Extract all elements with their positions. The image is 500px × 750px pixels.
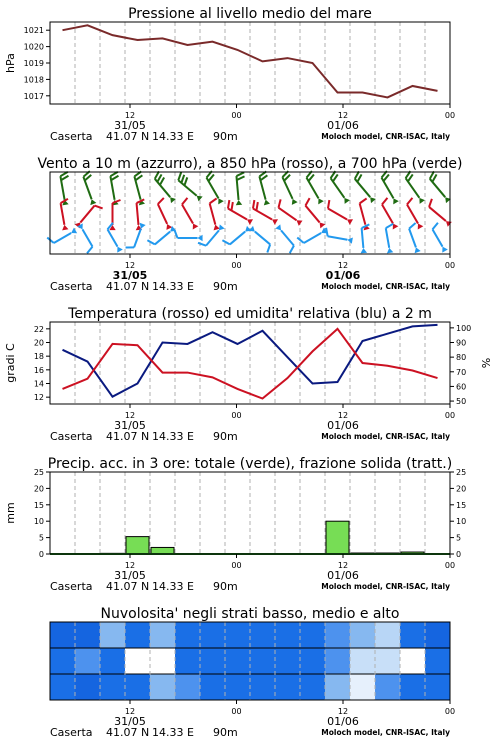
y-tick-label: 16 xyxy=(33,365,44,375)
wind-barb-700hPa xyxy=(155,171,176,203)
y-tick-label: 1020 xyxy=(23,42,44,52)
wind-barb-10m xyxy=(108,223,123,253)
y-axis-label: gradi C xyxy=(4,343,17,383)
y-axis-label: hPa xyxy=(4,53,17,73)
x-tick-label: 00 xyxy=(444,411,456,420)
y-tick-label: 80 xyxy=(456,353,467,363)
chart-title: Nuvolosita' negli strati basso, medio e alto xyxy=(100,606,400,622)
x-tick-label: 12 xyxy=(124,111,136,120)
model-credit: Moloch model, CNR-ISAC, Italy xyxy=(321,432,450,441)
y-tick-label: 10 xyxy=(33,517,44,527)
cloud-cell xyxy=(325,622,351,649)
x-tick-label: 12 xyxy=(124,261,136,270)
date-label: 31/05 xyxy=(112,269,148,282)
y-tick-label: 20 xyxy=(33,484,44,494)
cloud-cell xyxy=(350,648,376,675)
wind-barb-850hPa xyxy=(158,198,172,230)
x-tick-label: 00 xyxy=(444,561,456,570)
cloud-cell xyxy=(375,674,401,701)
chart-title: Pressione al livello medio del mare xyxy=(128,6,372,22)
cloud-cell xyxy=(375,622,401,649)
model-credit: Moloch model, CNR-ISAC, Italy xyxy=(321,582,450,591)
chart-title: Vento a 10 m (azzurro), a 850 hPa (rosso), a 700 hPa (verde) xyxy=(37,156,463,172)
y-tick-label: 15 xyxy=(33,500,44,510)
cloud-cell xyxy=(275,622,301,649)
cloud-cell xyxy=(150,622,176,649)
precip-bar xyxy=(326,521,349,554)
cloud-cell xyxy=(300,622,326,649)
wind-barb-850hPa xyxy=(429,199,452,227)
x-tick-label: 00 xyxy=(444,261,456,270)
x-tick-label: 00 xyxy=(444,111,456,120)
wind-barb-850hPa xyxy=(328,200,353,225)
y-tick-label: 25 xyxy=(456,468,467,477)
wind-barb-10m xyxy=(249,226,270,253)
station-lat: 41.07 N xyxy=(106,130,150,143)
plot-frame-1 xyxy=(50,172,450,254)
y-tick-label: 1018 xyxy=(23,75,44,85)
cloud-cell xyxy=(100,622,126,649)
wind-barb-850hPa xyxy=(210,198,220,230)
y-tick-label: 1017 xyxy=(23,91,44,101)
cloud-cell xyxy=(50,622,76,649)
date-label: 01/06 xyxy=(327,569,359,582)
cloud-cell xyxy=(250,674,276,701)
station-elev: 90m xyxy=(213,130,238,143)
wind-barb-700hPa xyxy=(331,171,350,204)
cloud-cell xyxy=(175,622,201,649)
wind-barb-10m xyxy=(386,224,394,254)
station-elev: 90m xyxy=(213,280,238,293)
y-tick-label: 0 xyxy=(456,550,462,559)
cloud-cell xyxy=(425,674,451,701)
wind-barb-850hPa xyxy=(305,198,325,228)
wind-barb-700hPa xyxy=(236,172,245,205)
cloud-cell xyxy=(275,648,301,675)
cloud-cell xyxy=(150,674,176,701)
wind-barb-10m xyxy=(297,228,327,243)
wind-barb-10m xyxy=(147,226,176,245)
y-tick-label: 20 xyxy=(456,484,467,494)
wind-barb-10m xyxy=(433,223,448,253)
y-tick-label: 20 xyxy=(33,338,44,348)
wind-barb-700hPa xyxy=(282,171,297,205)
y-axis-label: mm xyxy=(4,502,17,524)
cloud-cell xyxy=(75,622,101,649)
cloud-cell xyxy=(325,648,351,675)
x-tick-label: 12 xyxy=(337,707,349,716)
cloud-cell xyxy=(50,648,76,675)
y-tick-label: 10 xyxy=(456,517,467,527)
y-tick-label: 50 xyxy=(456,397,467,407)
cloud-cell xyxy=(75,648,101,675)
wind-barb-850hPa xyxy=(75,206,103,229)
x-tick-label: 12 xyxy=(124,411,136,420)
cloud-cell xyxy=(125,648,151,675)
station-elev: 90m xyxy=(213,580,238,593)
x-tick-label: 00 xyxy=(444,707,456,716)
cloud-cell xyxy=(175,648,201,675)
cloud-cell xyxy=(200,674,226,701)
cloud-cell xyxy=(225,648,251,675)
cloud-cell xyxy=(225,622,251,649)
x-tick-label: 12 xyxy=(337,411,349,420)
cloud-cell xyxy=(375,648,401,675)
station-lat: 41.07 N xyxy=(106,280,150,293)
y-tick-label: 15 xyxy=(456,500,467,510)
station-name: Caserta xyxy=(50,580,93,593)
wind-barb-700hPa xyxy=(259,171,270,205)
cloud-cell xyxy=(400,648,426,675)
date-label: 31/05 xyxy=(114,715,146,728)
station-lat: 41.07 N xyxy=(106,580,150,593)
station-name: Caserta xyxy=(50,726,93,739)
station-lon: 14.33 E xyxy=(152,130,194,143)
wind-barb-10m xyxy=(126,223,146,248)
date-label: 01/06 xyxy=(327,715,359,728)
y-tick-label: 100 xyxy=(456,323,472,333)
station-lon: 14.33 E xyxy=(152,280,194,293)
y-tick-label: 12 xyxy=(33,393,44,403)
x-tick-label: 12 xyxy=(124,561,136,570)
cloud-cell xyxy=(125,674,151,701)
x-tick-label: 12 xyxy=(337,111,349,120)
cloud-cell xyxy=(350,622,376,649)
cloud-cell xyxy=(425,622,451,649)
x-tick-label: 00 xyxy=(231,411,242,420)
y-tick-label: 60 xyxy=(456,382,467,392)
station-lon: 14.33 E xyxy=(152,580,194,593)
cloud-cell xyxy=(200,622,226,649)
date-label: 01/06 xyxy=(327,419,359,432)
date-label: 01/06 xyxy=(325,269,361,282)
date-label: 31/05 xyxy=(114,569,146,582)
y-tick-label: 1019 xyxy=(23,59,44,68)
wind-barb-850hPa xyxy=(182,198,198,230)
cloud-cell xyxy=(200,648,226,675)
chart-title: Precip. acc. in 3 ore: totale (verde), frazione solida (tratt.) xyxy=(47,456,453,472)
cloud-cell xyxy=(325,674,351,701)
cloud-cell xyxy=(275,674,301,701)
cloud-cell xyxy=(75,674,101,701)
wind-barb-700hPa xyxy=(382,171,399,204)
station-lat: 41.07 N xyxy=(106,430,150,443)
wind-barb-10m xyxy=(326,228,353,244)
x-tick-label: 12 xyxy=(337,561,349,570)
cloud-cell xyxy=(150,648,176,675)
x-tick-label: 12 xyxy=(337,261,349,270)
wind-barb-10m xyxy=(222,226,251,245)
y-tick-label: 14 xyxy=(33,379,44,389)
date-label: 01/06 xyxy=(327,119,359,132)
cloud-cell xyxy=(425,648,451,675)
y-tick-label: 0 xyxy=(38,550,44,559)
cloud-cell xyxy=(400,674,426,701)
x-tick-label: 00 xyxy=(231,707,242,716)
cloud-cell xyxy=(175,674,201,701)
cloud-cell xyxy=(100,674,126,701)
station-lon: 14.33 E xyxy=(152,726,194,739)
cloud-cell xyxy=(300,674,326,701)
chart-title: Temperatura (rosso) ed umidita' relativa (blu) a 2 m xyxy=(68,306,432,322)
station-name: Caserta xyxy=(50,280,93,293)
station-name: Caserta xyxy=(50,130,93,143)
x-tick-label: 12 xyxy=(124,707,136,716)
model-credit: Moloch model, CNR-ISAC, Italy xyxy=(321,132,450,141)
station-lat: 41.07 N xyxy=(106,726,150,739)
y-tick-label: 25 xyxy=(33,468,44,477)
station-lon: 14.33 E xyxy=(152,430,194,443)
cloud-cell xyxy=(125,622,151,649)
precip-bar xyxy=(126,537,149,554)
cloud-cell xyxy=(250,622,276,649)
cloud-cell xyxy=(350,674,376,701)
y-tick-label: 70 xyxy=(456,367,467,377)
cloud-cell xyxy=(250,648,276,675)
x-tick-label: 00 xyxy=(231,261,242,270)
cloud-cell xyxy=(225,674,251,701)
wind-barb-700hPa xyxy=(83,171,96,205)
x-tick-label: 00 xyxy=(231,111,242,120)
wind-barb-10m xyxy=(47,228,77,243)
station-elev: 90m xyxy=(213,430,238,443)
wind-barb-850hPa xyxy=(278,199,302,225)
cloud-cell xyxy=(50,674,76,701)
y-tick-label: 1021 xyxy=(23,26,44,36)
station-name: Caserta xyxy=(50,430,93,443)
plot-frame-3 xyxy=(50,472,450,554)
y-tick-label: 22 xyxy=(33,324,44,334)
wind-barb-10m xyxy=(198,224,225,245)
cloud-cell xyxy=(300,648,326,675)
wind-barb-10m xyxy=(275,224,294,253)
wind-barb-700hPa xyxy=(178,172,202,201)
cloud-cell xyxy=(100,648,126,675)
wind-barb-700hPa xyxy=(430,171,451,203)
date-label: 31/05 xyxy=(114,419,146,432)
cloud-cell xyxy=(400,622,426,649)
y-tick-label: 18 xyxy=(33,352,44,362)
y-axis-label: % xyxy=(480,357,493,369)
model-credit: Moloch model, CNR-ISAC, Italy xyxy=(321,728,450,737)
station-elev: 90m xyxy=(213,726,238,739)
y-tick-label: 90 xyxy=(456,338,467,348)
date-label: 31/05 xyxy=(114,119,146,132)
y-tick-label: 5 xyxy=(38,533,44,543)
x-tick-label: 00 xyxy=(231,561,242,570)
model-credit: Moloch model, CNR-ISAC, Italy xyxy=(321,282,450,291)
y-tick-label: 5 xyxy=(456,533,462,543)
wind-barb-700hPa xyxy=(406,171,425,204)
wind-barb-10m xyxy=(175,230,203,241)
